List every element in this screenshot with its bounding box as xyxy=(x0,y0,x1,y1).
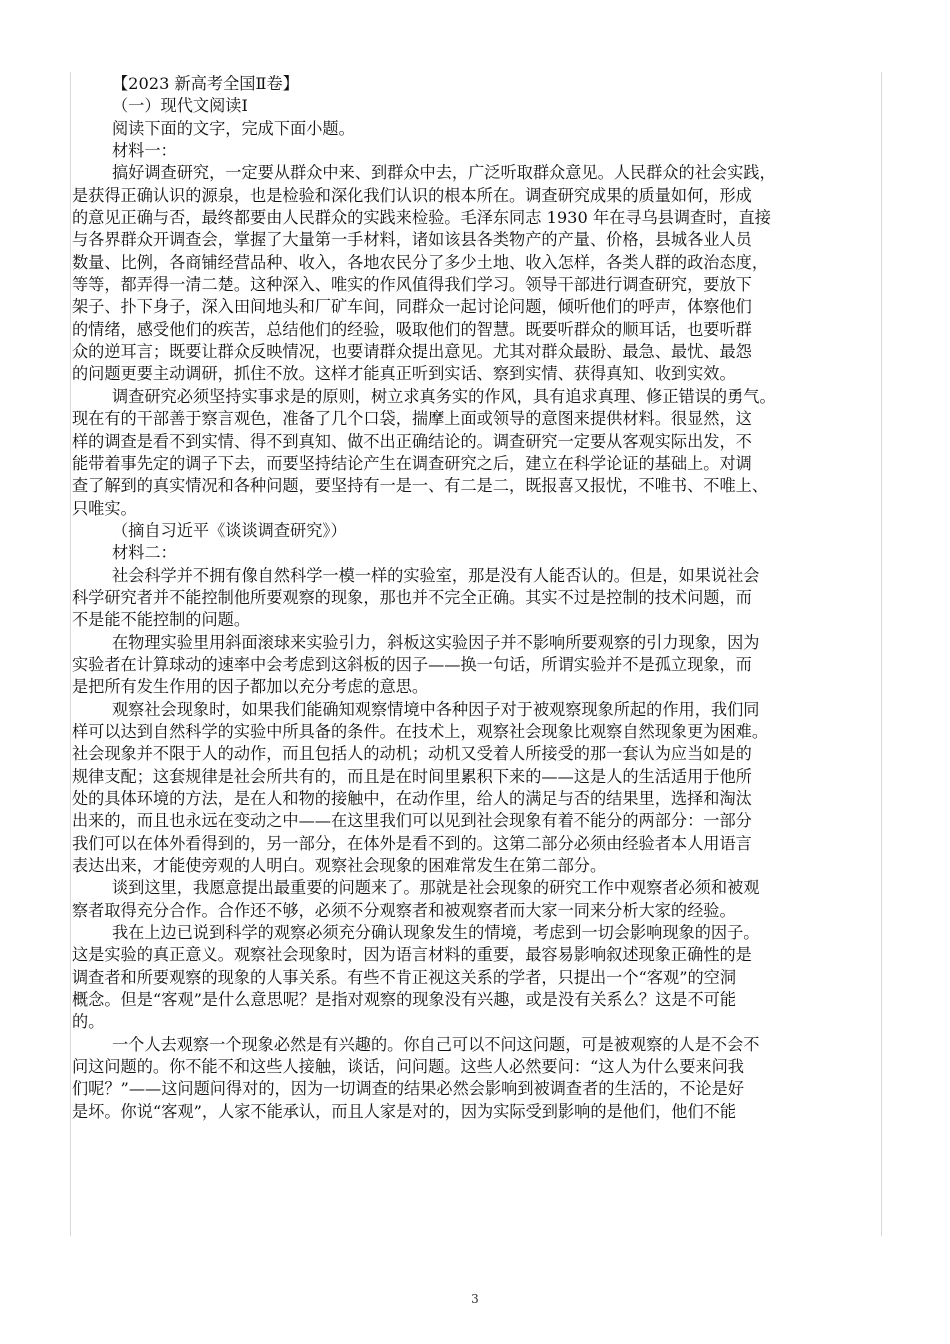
text-line: 调查研究必须坚持实事求是的原则，树立求真务实的作风，具有追求真理、修正错误的勇气。 xyxy=(112,386,776,406)
text-line: 众的逆耳言；既要让群众反映情况，也要请群众提出意见。尤其对群众最盼、最急、最忧、最怨 xyxy=(72,342,752,362)
text-line: 社会科学并不拥有像自然科学一模一样的实验室，那是没有人能否认的。但是，如果说社会 xyxy=(112,565,760,585)
text-line: 我们可以在体外看得到的，另一部分，在体外是看不到的。这第二部分必须由经验者本人用语言 xyxy=(72,833,752,853)
text-line: 我在上边已说到科学的观察必须充分确认现象发生的情境，考虑到一切会影响现象的因子。 xyxy=(112,923,760,943)
text-line: 能带着事先定的调子下去，而要坚持结论产生在调查研究之后，建立在科学论证的基础上。对调 xyxy=(72,453,752,473)
text-line: 的问题更要主动调研，抓住不放。这样才能真正听到实话、察到实情、获得真知、收到实效。 xyxy=(72,364,736,384)
text-line: 数量、比例，各商铺经营品种、收入，各地农民分了多少土地、收入怎样，各类人群的政治态度， xyxy=(72,252,769,272)
text-line: 问这问题的。你不能不和这些人接触，谈话，问问题。这些人必然要问：“这人为什么要来问我 xyxy=(72,1057,744,1077)
text-line: 的情绪，感受他们的疾苦，总结他们的经验，吸取他们的智慧。既要听群众的顺耳话，也要听群 xyxy=(72,319,752,339)
text-line: 表达出来，才能使旁观的人明白。观察社会现象的困难常发生在第二部分。 xyxy=(72,856,607,876)
text-line: 实验者在计算球动的速率中会考虑到这斜板的因子——换一句话，所谓实验并不是孤立现象，而 xyxy=(72,654,752,674)
text-line: 调查者和所要观察的现象的人事关系。有些不肯正视这关系的学者，只提出一个“客观”的空洞 xyxy=(72,967,737,987)
text-line: 的。 xyxy=(72,1012,105,1032)
text-line: 的意见正确与否，最终都要由人民群众的实践来检验。毛泽东同志 1930 年在寻乌县调查时，直接 xyxy=(72,208,771,228)
text-line: （摘自习近平《谈谈调查研究》） xyxy=(112,520,347,540)
text-line: 概念。但是“客观”是什么意思呢？是指对观察的现象没有兴趣，或是没有关系么？这是不可能 xyxy=(72,990,737,1010)
text-line: 在物理实验里用斜面滚球来实验引力，斜板这实验因子并不影响所要观察的引力现象，因为 xyxy=(112,632,760,652)
text-line: 与各界群众开调查会，掌握了大量第一手材料，诸如该县各类物产的产量、价格，县城各业人员 xyxy=(72,230,752,250)
text-line: 搞好调查研究，一定要从群众中来、到群众中去，广泛听取群众意见。人民群众的社会实践， xyxy=(112,163,776,183)
text-line: 查了解到的真实情况和各种问题，要坚持有一是一、有二是二，既报喜又报忧，不唯书、不唯上、 xyxy=(72,476,769,496)
text-line: 科学研究者并不能控制他所要观察的现象，那也并不完全正确。其实不过是控制的技术问题，而 xyxy=(72,587,752,607)
text-line: 是获得正确认识的源泉，也是检验和深化我们认识的根本所在。调查研究成果的质量如何，形成 xyxy=(72,185,752,205)
text-line: 阅读下面的文字，完成下面小题。 xyxy=(112,118,355,138)
text-line: 样可以达到自然科学的实验中所具备的条件。在技术上，观察社会现象比观察自然现象更为困难。 xyxy=(72,721,769,741)
document-title: 【2023 新高考全国Ⅱ卷】 xyxy=(112,74,299,93)
text-line: 架子、扑下身子，深入田间地头和厂矿车间，同群众一起讨论问题，倾听他们的呼声，体察他们 xyxy=(72,297,752,317)
text-line: 处的具体环境的方法，是在人和物的接触中，在动作里，给人的满足与否的结果里，选择和淘汰 xyxy=(72,789,752,808)
text-line: 等等，都弄得一清二楚。这种深入、唯实的作风值得我们学习。领导干部进行调查研究，要放下 xyxy=(72,275,752,295)
text-line: 谈到这里，我愿意提出最重要的问题来了。那就是社会现象的研究工作中观察者必须和被观 xyxy=(112,878,760,898)
text-line: 观察社会现象时，如果我们能确知观察情境中各种因子对于被观察现象所起的作用，我们同 xyxy=(112,699,760,719)
text-line: 规律支配；这套规律是社会所共有的，而且是在时间里累积下来的——这是人的生活适用于他所 xyxy=(72,766,752,786)
text-line: 出来的，而且也永远在变动之中——在这里我们可以见到社会现象有着不能分的两部分：一部分 xyxy=(72,811,752,831)
text-line: 这是实验的真正意义。观察社会现象时，因为语言材料的重要，最容易影响叙述现象正确性的是 xyxy=(72,945,752,965)
text-line: 现在有的干部善于察言观色，准备了几个口袋，揣摩上面或领导的意图来提供材料。很显然，这 xyxy=(72,409,752,429)
text-line: 是坏。你说“客观”，人家不能承认，而且人家是对的，因为实际受到影响的是他们，他们不能 xyxy=(72,1101,737,1121)
text-line: 们呢？”——这问题问得对的，因为一切调查的结果必然会影响到被调查者的生活的，不论是好 xyxy=(72,1079,744,1099)
document-body xyxy=(72,73,879,1233)
text-line: 样的调查是看不到实情、得不到真知、做不出正确结论的。调查研究一定要从客观实际出发，不 xyxy=(72,431,752,451)
page-number: 3 xyxy=(471,1292,479,1306)
text-line: 只唯实。 xyxy=(72,498,137,518)
text-line: 材料一： xyxy=(112,141,177,161)
text-line: 不是能不能控制的问题。 xyxy=(72,610,251,630)
text-line: 社会现象并不限于人的动作，而且包括人的动机；动机又受着人所接受的那一套认为应当如是的 xyxy=(72,744,752,764)
text-line: 一个人去观察一个现象必然是有兴趣的。你自己可以不问这问题，可是被观察的人是不会不 xyxy=(112,1034,760,1054)
text-line: 察者取得充分合作。合作还不够，必须不分观察者和被观察者而大家一同来分析大家的经验。 xyxy=(72,900,736,920)
text-line: 材料二： xyxy=(112,543,177,563)
text-line: （一）现代文阅读Ⅰ xyxy=(112,96,248,116)
text-line: 是把所有发生作用的因子都加以充分考虑的意思。 xyxy=(72,677,429,697)
